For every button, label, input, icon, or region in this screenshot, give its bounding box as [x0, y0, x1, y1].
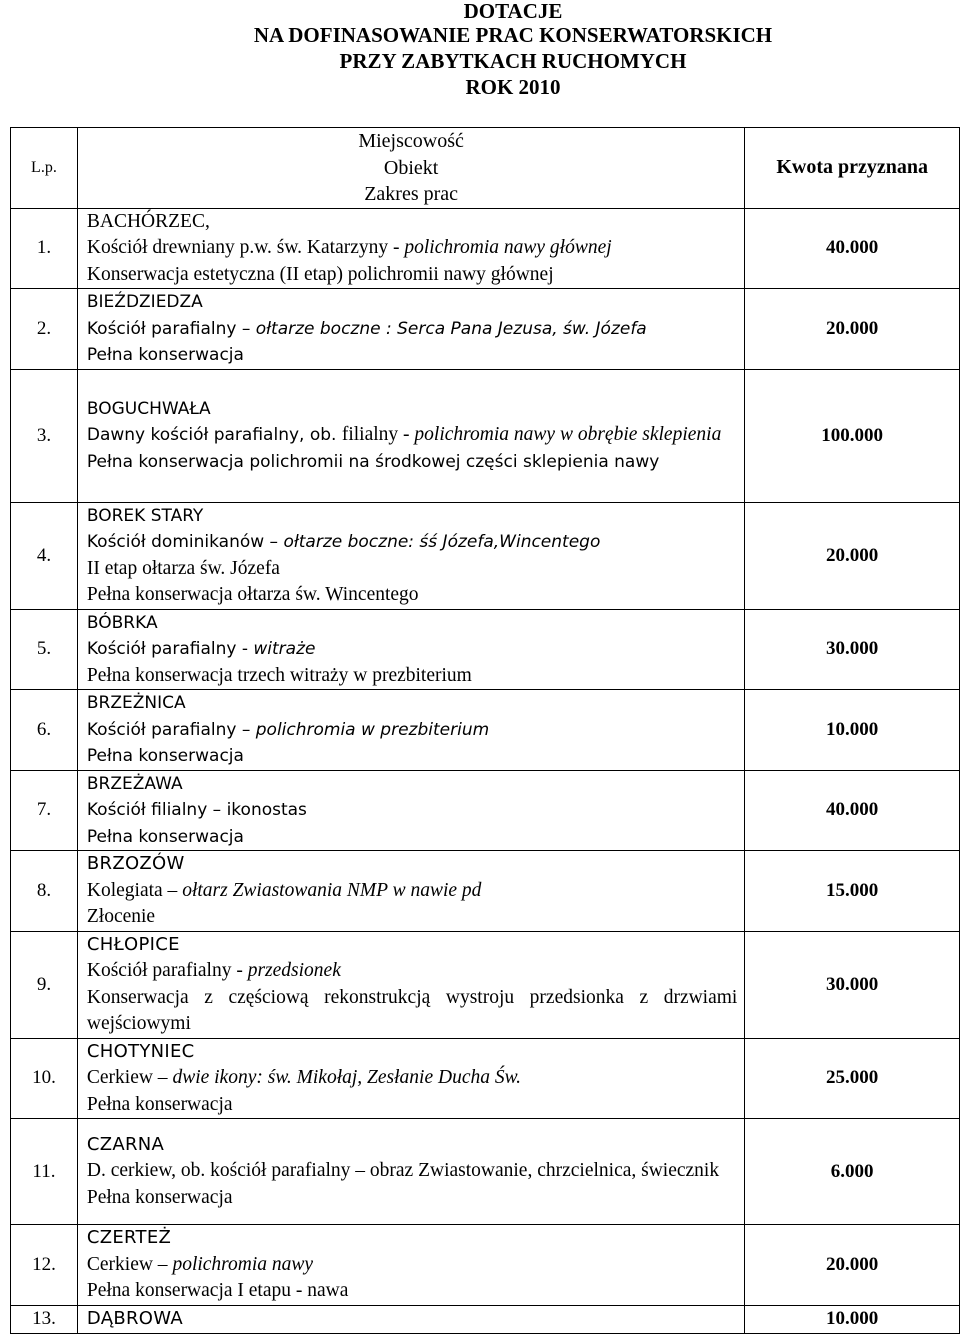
row-description — [77, 931, 744, 1038]
header-amount: Kwota przyznana — [745, 128, 960, 209]
row-object-detail: przedsionek — [247, 960, 341, 981]
row-number: 3. — [11, 369, 78, 502]
row-amount: 30.000 — [745, 609, 960, 690]
row-object: Kościół filialny – ikonostas — [86, 800, 307, 820]
title-line-4: ROK 2010 — [465, 75, 561, 99]
document-title — [0, 0, 960, 100]
row-scope: Pełna konserwacja — [86, 1186, 233, 1208]
header-object: Obiekt — [383, 156, 439, 179]
title-line-3: PRZY ZABYTKACH RUCHOMYCH — [339, 49, 687, 73]
row-place: CZARNA — [86, 1133, 165, 1155]
row-scope: Pełna konserwacja polichromii na środkowej części sklepienia nawy — [86, 451, 660, 472]
row-amount: 20.000 — [745, 289, 960, 370]
row-object-detail: ołtarze boczne : Serca Pana Jezusa, św. Józefa — [255, 318, 647, 339]
row-description — [77, 502, 744, 609]
row-scope: Pełna konserwacja — [86, 746, 244, 766]
row-number: 6. — [11, 690, 78, 771]
row-amount: 30.000 — [745, 931, 960, 1038]
row-description — [77, 289, 744, 370]
row-number: 9. — [11, 931, 78, 1038]
row-place: CHOTYNIEC — [86, 1040, 195, 1062]
row-description — [77, 208, 744, 289]
row-place: DĄBROWA — [86, 1307, 183, 1329]
row-number: 4. — [11, 502, 78, 609]
row-object: Kościół parafialny – polichromia w prezbiterium — [86, 719, 490, 740]
table-row — [11, 1305, 960, 1333]
row-object-detail: polichromia nawy — [172, 1253, 314, 1275]
row-scope: Pełna konserwacja I etapu - nawa — [86, 1280, 349, 1301]
row-description — [77, 1225, 744, 1306]
table-row — [11, 851, 960, 932]
table-row — [11, 502, 960, 609]
row-place: BÓBRKA — [86, 612, 158, 633]
row-place: BRZEŻNICA — [86, 693, 186, 713]
grants-table — [10, 127, 960, 1334]
row-object-detail: polichromia nawy głównej — [404, 237, 612, 258]
row-scope: Pełna konserwacja — [86, 1093, 233, 1115]
table-row — [11, 369, 960, 502]
row-number: 1. — [11, 208, 78, 289]
table-row — [11, 1225, 960, 1306]
row-description — [77, 609, 744, 690]
row-scope: Pełna konserwacja trzech witraży w prezbiterium — [86, 664, 472, 686]
row-amount: 20.000 — [745, 502, 960, 609]
row-amount: 10.000 — [745, 690, 960, 771]
table-row — [11, 1038, 960, 1119]
row-amount: 15.000 — [745, 851, 960, 932]
header-description — [77, 128, 744, 209]
row-place: BOGUCHWAŁA — [86, 398, 211, 419]
row-amount: 10.000 — [745, 1305, 960, 1333]
row-scope: Konserwacja z częściową rekonstrukcją wystroju przedsionka z drzwiami wejściowymi — [86, 986, 738, 1034]
table-row — [11, 1119, 960, 1225]
table-row — [11, 609, 960, 690]
row-object: Cerkiew – dwie ikony: św. Mikołaj, Zesłanie Ducha Św. — [86, 1067, 522, 1088]
row-description — [77, 1038, 744, 1119]
row-amount: 40.000 — [745, 770, 960, 851]
row-description — [77, 851, 744, 932]
title-line-2: NA DOFINASOWANIE PRAC KONSERWATORSKICH — [253, 23, 773, 47]
row-object-detail: dwie ikony: św. Mikołaj, Zesłanie Ducha Św. — [172, 1067, 522, 1088]
row-object: Kolegiata – ołtarz Zwiastowania NMP w nawie pd — [86, 879, 482, 901]
table-header-row — [11, 128, 960, 209]
row-object: Dawny kościół parafialny, ob. filialny - polichromia nawy w obrębie sklepienia — [86, 424, 722, 446]
header-scope: Zakres prac — [364, 183, 459, 205]
table-row — [11, 931, 960, 1038]
row-number: 11. — [11, 1119, 78, 1225]
row-amount: 25.000 — [745, 1038, 960, 1119]
row-description — [77, 1305, 744, 1333]
row-scope-2: Pełna konserwacja ołtarza św. Wincentego — [86, 584, 419, 605]
row-object-detail: polichromia w prezbiterium — [255, 719, 490, 740]
table-row — [11, 208, 960, 289]
header-place: Miejscowość — [358, 130, 464, 152]
row-number: 13. — [11, 1305, 78, 1333]
row-description — [77, 1119, 744, 1225]
row-description — [77, 770, 744, 851]
row-place: BACHÓRZEC, — [86, 210, 210, 232]
row-object: D. cerkiew, ob. kościół parafialny – obraz Zwiastowanie, chrzcielnica, świecznik — [86, 1160, 720, 1182]
row-amount: 100.000 — [745, 369, 960, 502]
table-row — [11, 289, 960, 370]
row-object: Kościół parafialny - witraże — [86, 639, 316, 659]
row-place: CHŁOPICE — [86, 933, 180, 955]
row-scope: Złocenie — [86, 906, 156, 927]
row-amount: 20.000 — [745, 1225, 960, 1306]
row-amount: 40.000 — [745, 208, 960, 289]
row-scope: II etap ołtarza św. Józefa — [86, 557, 280, 579]
row-place: BRZOZÓW — [86, 853, 185, 874]
row-number: 8. — [11, 851, 78, 932]
row-place: CZERTEŻ — [86, 1227, 172, 1248]
row-number: 2. — [11, 289, 78, 370]
header-lp: L.p. — [11, 128, 78, 209]
row-object: Cerkiew – polichromia nawy — [86, 1253, 314, 1275]
row-object: Kościół dominikanów – ołtarze boczne: śś Józefa,Wincentego — [86, 532, 601, 552]
row-number: 10. — [11, 1038, 78, 1119]
row-place: BOREK STARY — [86, 505, 204, 526]
row-scope: Konserwacja estetyczna (II etap) polichromii nawy głównej — [86, 263, 554, 285]
row-place: BRZEŻAWA — [86, 773, 183, 794]
row-number: 12. — [11, 1225, 78, 1306]
row-object-detail: ołtarze boczne: śś Józefa,Wincentego — [283, 532, 601, 552]
row-object: Kościół parafialny – ołtarze boczne : Serca Pana Jezusa, św. Józefa — [86, 318, 647, 339]
row-number: 7. — [11, 770, 78, 851]
title-line-1: DOTACJE — [463, 0, 563, 23]
row-amount: 6.000 — [745, 1119, 960, 1225]
row-object-detail: ołtarz Zwiastowania NMP w nawie pd — [182, 879, 482, 901]
row-description — [77, 690, 744, 771]
table-row — [11, 690, 960, 771]
table-row — [11, 770, 960, 851]
row-object-detail: witraże — [253, 639, 316, 659]
row-object-detail: polichromia nawy w obrębie sklepienia — [414, 424, 722, 446]
row-number: 5. — [11, 609, 78, 690]
row-object: Kościół drewniany p.w. św. Katarzyny - polichromia nawy głównej — [86, 237, 612, 258]
row-scope: Pełna konserwacja — [86, 826, 244, 847]
row-object: Kościół parafialny - przedsionek — [86, 960, 341, 981]
row-scope: Pełna konserwacja — [86, 345, 244, 365]
row-place: BIEŹDZIEDZA — [86, 292, 203, 312]
row-description — [77, 369, 744, 502]
